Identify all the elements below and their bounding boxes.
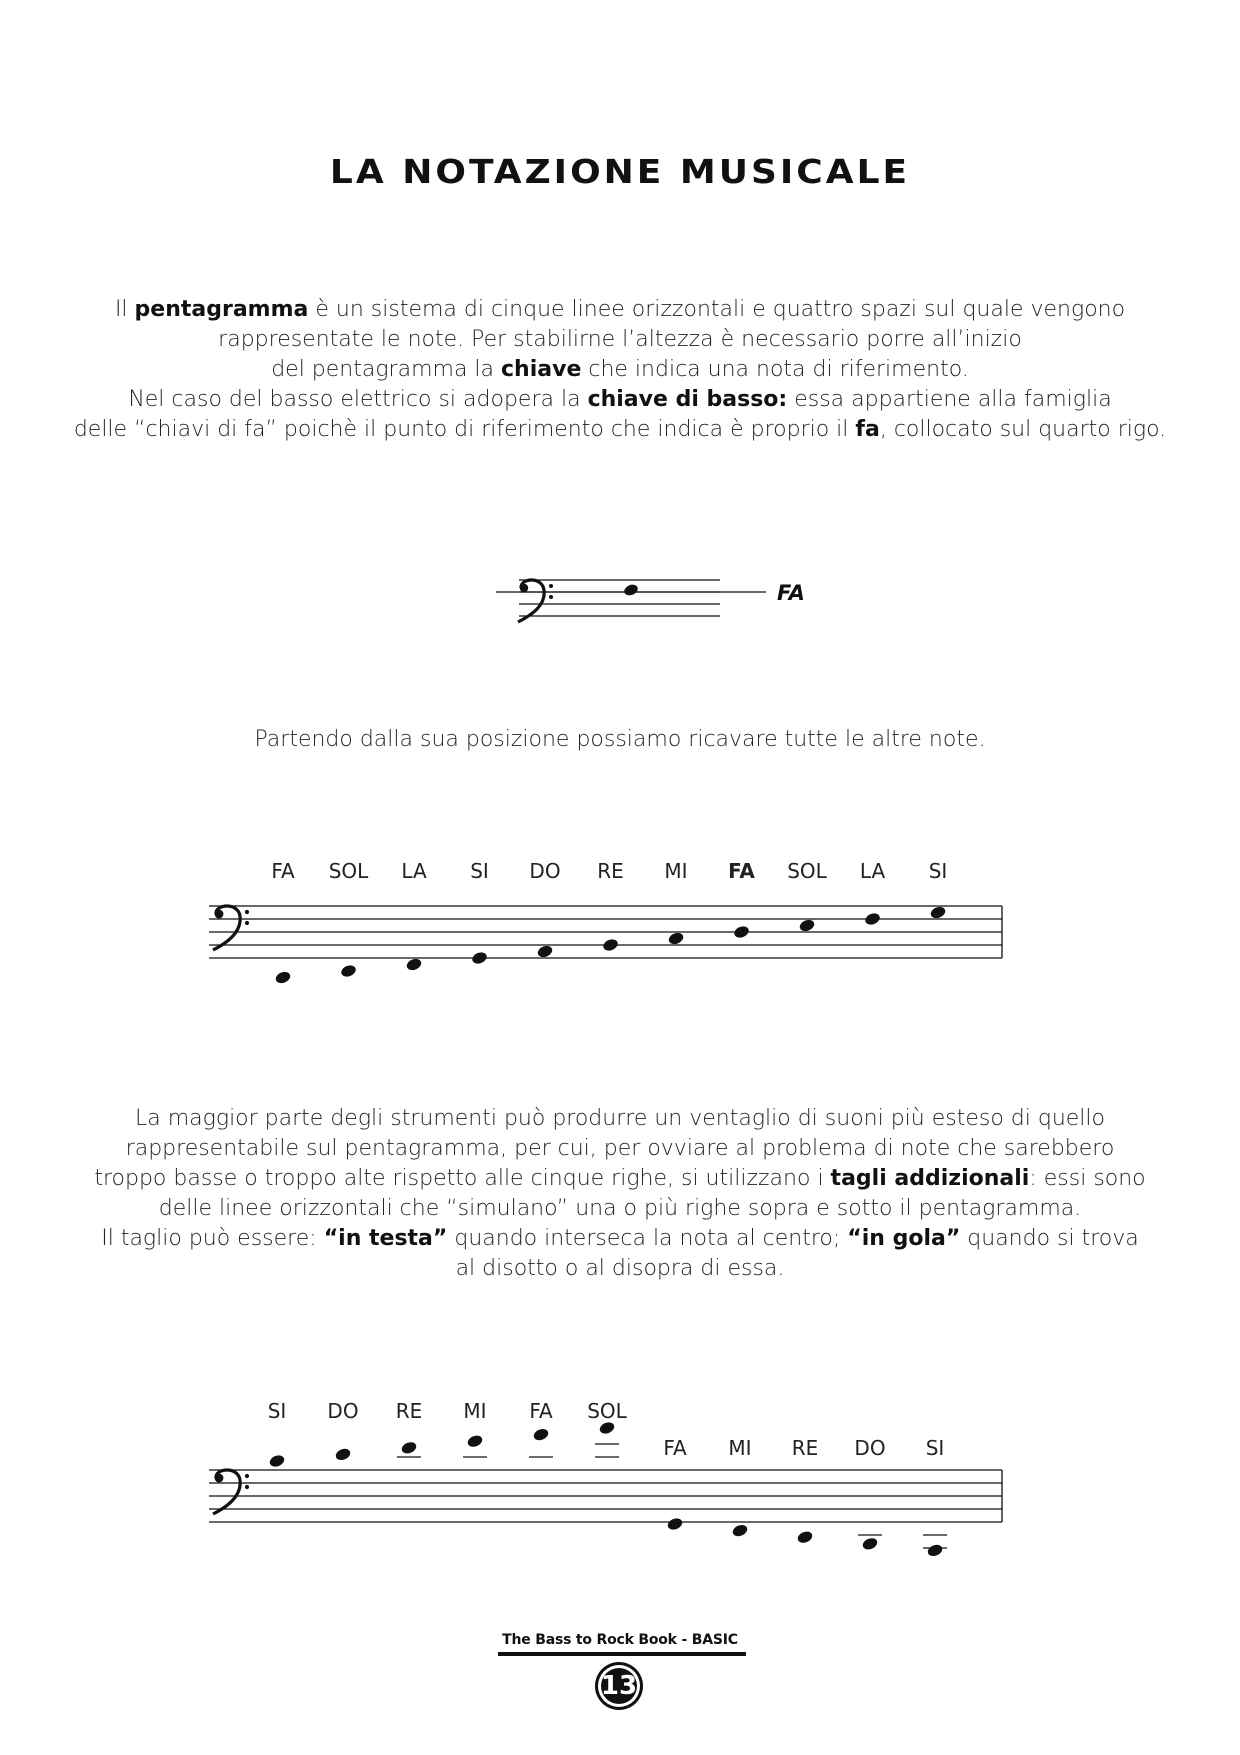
upper-ledger-note (268, 1453, 286, 1468)
text-line: delle linee orizzontali che “simulano” una o più righe sopra e sotto il pentagramma. (158, 1196, 1082, 1221)
text-line: rappresentate le note. Per stabilirne l’altezza è necessario porre all’inizio (218, 327, 1022, 352)
scale-note (536, 944, 554, 959)
scale-note (340, 963, 358, 978)
lower-ledger-note (731, 1523, 749, 1538)
scale-note-label: LA (401, 859, 427, 883)
scale-note-label: DO (529, 859, 561, 883)
upper-ledger-note (400, 1440, 418, 1455)
text-line: Partendo dalla sua posizione possiamo ricavare tutte le altre note. (254, 727, 986, 752)
page-title: LA NOTAZIONE MUSICALE (329, 153, 911, 192)
scale-note (864, 911, 882, 926)
bass-clef-icon (213, 906, 249, 950)
scale-note-label: SOL (328, 859, 369, 883)
fa-label: FA (777, 581, 805, 605)
scale-note (733, 924, 751, 939)
lower-ledger-note (666, 1516, 684, 1531)
text-line: Il pentagramma è un sistema di cinque linee orizzontali e quattro spazi sul quale vengono (114, 297, 1126, 322)
lower-note-label: SI (925, 1436, 945, 1460)
text-line: troppo basse o troppo alte rispetto alle cinque righe, si utilizzano i tagli addizionali: essi sono (94, 1166, 1146, 1191)
lower-ledger-note (926, 1543, 944, 1558)
scale-note (667, 931, 685, 946)
lower-note-label: RE (791, 1436, 819, 1460)
scale-note-label: FA (728, 859, 755, 883)
scale-staff (209, 859, 1002, 985)
upper-ledger-note (466, 1434, 484, 1449)
bass-clef-icon (213, 1470, 249, 1514)
upper-note-label: MI (463, 1399, 487, 1423)
scale-note-label: SOL (787, 859, 827, 883)
text-line: La maggior parte degli strumenti può produrre un ventaglio di suoni più esteso di quello (135, 1106, 1105, 1131)
scale-note (929, 905, 947, 920)
footer-divider (498, 1652, 746, 1656)
scale-note (471, 950, 489, 965)
text-line: Nel caso del basso elettrico si adopera la chiave di basso: essa appartiene alla famiglia (128, 387, 1112, 412)
upper-ledger-note (532, 1427, 550, 1442)
lower-ledger-note (861, 1536, 879, 1551)
scale-note (405, 957, 423, 972)
fa-reference-staff (496, 580, 805, 622)
text-line: Il taglio può essere: “in testa” quando interseca la nota al centro; “in gola” quando si trova (101, 1226, 1139, 1251)
upper-note-label: DO (327, 1399, 359, 1423)
scale-note-label: FA (271, 859, 295, 883)
scale-note (798, 918, 816, 933)
scale-note-label: SI (470, 859, 489, 883)
lower-note-label: DO (854, 1436, 886, 1460)
text-line: delle “chiavi di fa” poichè il punto di riferimento che indica è proprio il fa, collocato sul quarto rigo. (73, 417, 1167, 442)
lower-note-label: MI (728, 1436, 752, 1460)
transition-paragraph (40, 725, 1200, 755)
upper-note-label: FA (529, 1399, 553, 1423)
page-number: 13 (595, 1662, 643, 1710)
scale-note-label: RE (597, 859, 624, 883)
upper-ledger-note (334, 1447, 352, 1462)
scale-note-label: SI (928, 859, 948, 883)
text-line: rappresentabile sul pentagramma, per cui, per ovviare al problema di note che sarebbero (125, 1136, 1115, 1161)
scale-note (274, 970, 292, 985)
scale-note-label: MI (664, 859, 688, 883)
lower-ledger-note (796, 1530, 814, 1545)
note-fa (623, 583, 640, 598)
scale-note-label: LA (859, 859, 886, 883)
text-line: al disotto o al disopra di essa. (455, 1256, 785, 1281)
ledger-lines-staff (209, 1399, 1002, 1558)
ledger-lines-paragraph (40, 1104, 1200, 1284)
upper-note-label: RE (395, 1399, 423, 1423)
book-title: The Bass to Rock Book - BASIC (502, 1632, 738, 1648)
lower-note-label: FA (663, 1436, 687, 1460)
upper-note-label: SI (267, 1399, 287, 1423)
text-line: del pentagramma la chiave che indica una nota di riferimento. (271, 357, 969, 382)
scale-note (602, 937, 620, 952)
upper-note-label: SOL (587, 1399, 627, 1423)
